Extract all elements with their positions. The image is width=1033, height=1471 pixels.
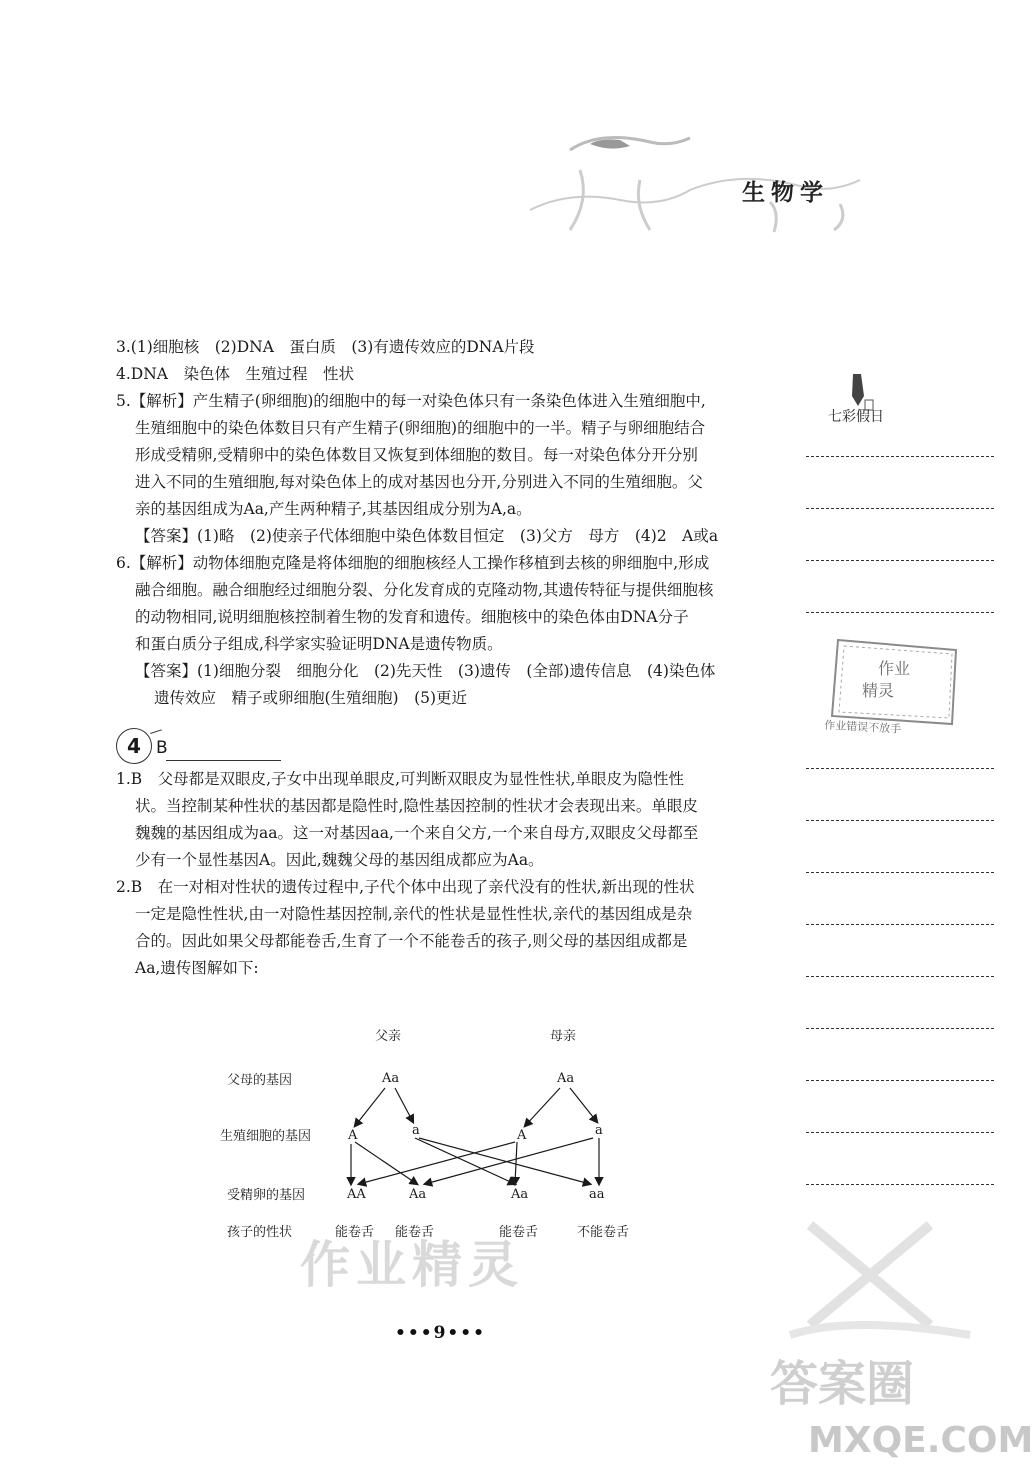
gamete-gene: a bbox=[595, 1123, 603, 1138]
zygote-gene: AA bbox=[347, 1187, 366, 1202]
zygote-gene: Aa bbox=[409, 1187, 427, 1202]
child-trait: 能卷舌 bbox=[499, 1225, 539, 1240]
watermark-logo: 答案圈 bbox=[770, 1356, 915, 1412]
arrow bbox=[355, 1088, 385, 1126]
answer-q6-line: 融合细胞。融合细胞经过细胞分裂、分化发育成的克隆动物,其遗传特征与提供细胞核 bbox=[135, 581, 714, 599]
section-underline bbox=[166, 760, 281, 761]
page-number: •••9••• bbox=[395, 1323, 487, 1343]
answer-s4q2-line: 2.B 在一对相对性状的遗传过程中,子代个体中出现了亲代没有的性状,新出现的性状 bbox=[116, 878, 695, 896]
note-line bbox=[806, 456, 994, 457]
answer-q3: 3.(1)细胞核 (2)DNA 蛋白质 (3)有遗传效应的DNA片段 bbox=[116, 338, 535, 356]
sidebar-label: 七彩假日 bbox=[828, 409, 884, 425]
note-line bbox=[806, 1132, 994, 1133]
bottom-decoration bbox=[780, 1205, 980, 1355]
answer-q5-line: 5.【解析】产生精子(卵细胞)的细胞中的每一对染色体只有一条染色体进入生殖细胞中, bbox=[116, 392, 706, 410]
answer-q5-answer: 【答案】(1)略 (2)使亲子代体细胞中染色体数目恒定 (3)父方 母方 (4)2 A或a bbox=[135, 527, 719, 545]
answer-s4q2-line: 一定是隐性性状,由一对隐性基因控制,亲代的性状是显性性状,亲代的基因组成是杂 bbox=[135, 905, 693, 923]
answer-q5-line: 生殖细胞中的染色体数目只有产生精子(卵细胞)的细胞中的一半。精子与卵细胞结合 bbox=[135, 419, 706, 437]
gamete-gene: a bbox=[412, 1123, 420, 1138]
arrow bbox=[415, 1138, 515, 1184]
answer-s4q1-line: 1.B 父母都是双眼皮,子女中出现单眼皮,可判断双眼皮为显性性状,单眼皮为隐性性 bbox=[116, 770, 684, 788]
row-label: 孩子的性状 bbox=[227, 1225, 293, 1240]
answer-q5-line: 进入不同的生殖细胞,每对染色体上的成对基因也分开,分别进入不同的生殖细胞。父 bbox=[135, 473, 703, 491]
note-line bbox=[806, 1028, 994, 1029]
parent-gene: Aa bbox=[557, 1071, 575, 1086]
note-line bbox=[806, 1184, 994, 1185]
section-number: 4 bbox=[116, 728, 152, 764]
answer-s4q1-line: 魏魏的基因组成为aa。这一对基因aa,一个来自父方,一个来自母方,双眼皮父母都至 bbox=[135, 824, 699, 842]
child-trait: 能卷舌 bbox=[335, 1225, 375, 1240]
note-line bbox=[806, 508, 994, 509]
row-label: 父母的基因 bbox=[227, 1073, 293, 1088]
gamete-gene: A bbox=[348, 1128, 358, 1143]
answer-q6-answer: 遗传效应 精子或卵细胞(生殖细胞) (5)更近 bbox=[154, 689, 468, 707]
genetics-diagram bbox=[215, 1022, 655, 1247]
stamp-logo bbox=[818, 634, 968, 746]
note-line bbox=[806, 976, 994, 977]
answer-q6-line: 和蛋白质分子组成,科学家实验证明DNA是遗传物质。 bbox=[135, 635, 503, 653]
note-line bbox=[806, 612, 994, 613]
watermark-url: MXQE.COM bbox=[808, 1420, 1033, 1461]
stamp-text-1: 作业 bbox=[878, 659, 911, 678]
row-label: 受精卵的基因 bbox=[227, 1188, 306, 1203]
arrow bbox=[395, 1088, 413, 1122]
row-label: 生殖细胞的基因 bbox=[220, 1129, 312, 1144]
answer-q5-line: 亲的基因组成为Aa,产生两种精子,其基因组成分别为A,a。 bbox=[135, 500, 532, 518]
answer-s4q2-line: 合的。因此如果父母都能卷舌,生育了一个不能卷舌的孩子,则父母的基因组成都是 bbox=[135, 932, 688, 950]
section-letter: B bbox=[156, 738, 168, 758]
subject-title: 生物学 bbox=[742, 179, 829, 206]
answer-content bbox=[116, 334, 756, 982]
stamp-text-3: 作业错误不放手 bbox=[823, 718, 902, 736]
header-decoration bbox=[510, 110, 890, 240]
father-label: 父亲 bbox=[375, 1029, 402, 1044]
answer-q6-line: 的动物相同,说明细胞核控制着生物的发育和遗传。细胞核中的染色体由DNA分子 bbox=[135, 608, 689, 626]
gamete-gene: A bbox=[517, 1128, 527, 1143]
child-trait: 能卷舌 bbox=[395, 1225, 435, 1240]
arrow bbox=[525, 1088, 560, 1126]
section-4-heading bbox=[116, 716, 756, 764]
arrow bbox=[355, 1142, 417, 1184]
zygote-gene: aa bbox=[589, 1187, 605, 1202]
arrow bbox=[570, 1088, 597, 1122]
note-line bbox=[806, 768, 994, 769]
note-line bbox=[806, 1080, 994, 1081]
answer-s4q1-line: 少有一个显性基因A。因此,魏魏父母的基因组成都应为Aa。 bbox=[135, 851, 544, 869]
answer-q6-line: 6.【解析】动物体细胞克隆是将体细胞的细胞核经人工操作移植到去核的卵细胞中,形成 bbox=[116, 554, 710, 572]
note-line bbox=[806, 924, 994, 925]
watermark-text: 作业精灵 bbox=[300, 1236, 524, 1294]
note-line bbox=[806, 820, 994, 821]
answer-s4q2-line: Aa,遗传图解如下: bbox=[135, 959, 259, 977]
answer-q5-line: 形成受精卵,受精卵中的染色体数目又恢复到体细胞的数目。每一对染色体分开分别 bbox=[135, 446, 698, 464]
parent-gene: Aa bbox=[382, 1071, 400, 1086]
arrow bbox=[515, 1142, 517, 1184]
answer-q6-answer: 【答案】(1)细胞分裂 细胞分化 (2)先天性 (3)遗传 (全部)遗传信息 (4)染色体 bbox=[135, 662, 716, 680]
note-line bbox=[806, 872, 994, 873]
answer-s4q1-line: 状。当控制某种性状的基因都是隐性时,隐性基因控制的性状才会表现出来。单眼皮 bbox=[135, 797, 698, 815]
mother-label: 母亲 bbox=[550, 1029, 577, 1044]
child-trait: 不能卷舌 bbox=[577, 1225, 630, 1240]
note-line bbox=[806, 560, 994, 561]
zygote-gene: Aa bbox=[511, 1187, 529, 1202]
arrow bbox=[425, 1138, 593, 1184]
answer-q4: 4.DNA 染色体 生殖过程 性状 bbox=[116, 365, 354, 383]
stamp-text-2: 精灵 bbox=[862, 681, 895, 700]
